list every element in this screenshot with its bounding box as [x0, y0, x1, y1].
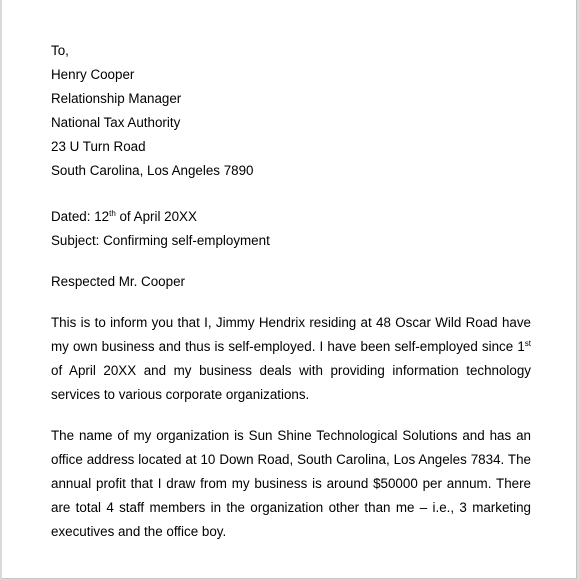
- letter-body: [51, 39, 531, 544]
- to-label: To,: [51, 43, 69, 58]
- recipient-city-line: South Carolina, Los Angeles 7890: [51, 163, 254, 178]
- recipient-title: Relationship Manager: [51, 91, 182, 106]
- paragraph-2: The name of my organization is Sun Shine Technological Solutions and has an office address located at 10 Down Road, South Carolina, Los Angeles 7834. The annual profit that I draw from my business is around $50000 per annum. There are total 4 staff members in the organization other than me – i.e., 3 marketing executives and the office boy.: [51, 428, 531, 539]
- salutation: Respected Mr. Cooper: [51, 274, 185, 289]
- dated-rest: of April 20XX: [115, 209, 197, 224]
- paragraph-1: [51, 311, 531, 407]
- recipient-name: Henry Cooper: [51, 67, 135, 82]
- paragraph-1-part-1: This is to inform you that I, Jimmy Hendrix residing at 48 Oscar Wild Road have my own business and thus is self-employed. I have been self-employed since 1: [51, 315, 531, 354]
- dated-day-suffix: th: [109, 209, 116, 218]
- recipient-organization: National Tax Authority: [51, 115, 181, 130]
- recipient-street: 23 U Turn Road: [51, 139, 146, 154]
- dated-line: [51, 205, 531, 229]
- document-page: [2, 0, 577, 579]
- paragraph-1-part-2: of April 20XX and my business deals with providing information technology services to various corporate organizations.: [51, 363, 531, 402]
- paragraph-1-sup: st: [524, 339, 531, 348]
- dated-day: 12: [94, 209, 110, 224]
- dated-label: Dated:: [51, 209, 95, 224]
- subject-line: Subject: Confirming self-employment: [51, 233, 270, 248]
